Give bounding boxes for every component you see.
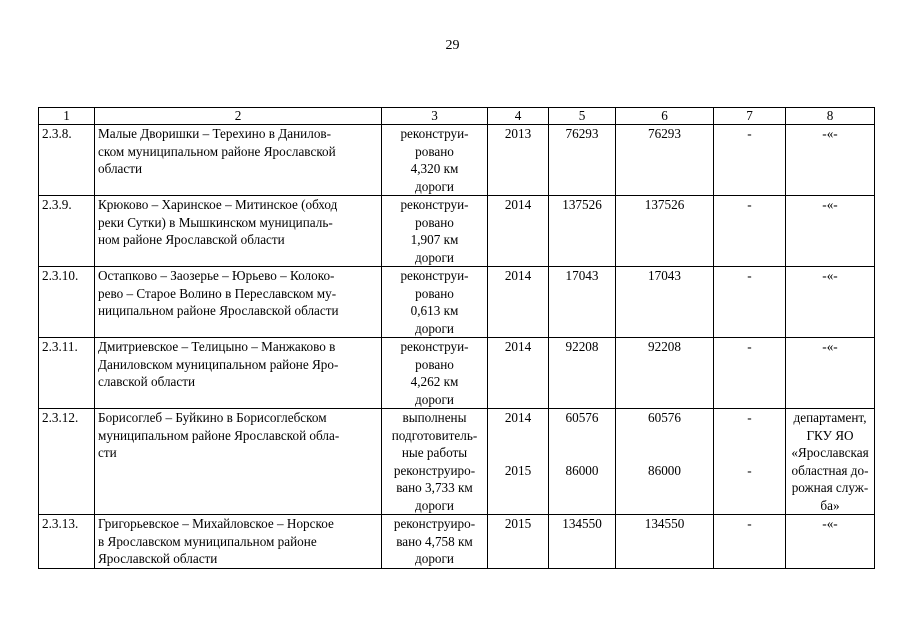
road-name: Остапково – Заозерье – Юрьево – Колоко- рево – Старое Волино в Переславском му- ниципальном районе Ярославской области xyxy=(95,267,382,338)
work-description: реконструи- ровано 1,907 км дороги xyxy=(382,196,488,267)
table-row xyxy=(39,196,875,267)
work-description: реконструи- ровано 0,613 км дороги xyxy=(382,267,488,338)
responsible: -«- xyxy=(786,196,875,267)
year: 2014 xyxy=(488,196,549,267)
value-col5: 17043 xyxy=(549,267,616,338)
column-header: 5 xyxy=(549,108,616,125)
road-name: Григорьевское – Михайловское – Норское в Ярославском муниципальном районе Ярославской области xyxy=(95,515,382,569)
responsible: -«- xyxy=(786,267,875,338)
column-header: 4 xyxy=(488,108,549,125)
item-number: 2.3.8. xyxy=(39,125,95,196)
column-header: 8 xyxy=(786,108,875,125)
table-row xyxy=(39,338,875,409)
value-col5: 137526 xyxy=(549,196,616,267)
value-col5: 76293 xyxy=(549,125,616,196)
road-name: Крюково – Харинское – Митинское (обход реки Сутки) в Мышкинском муниципаль- ном районе Ярославской области xyxy=(95,196,382,267)
column-header: 3 xyxy=(382,108,488,125)
road-name: Малые Дворишки – Терехино в Данилов- ском муниципальном районе Ярославской области xyxy=(95,125,382,196)
value-col7: - xyxy=(714,196,786,267)
road-name: Дмитриевское – Телицыно – Манжаково в Даниловском муниципальном районе Яро- славской области xyxy=(95,338,382,409)
value-col6: 60576 86000 xyxy=(616,409,714,515)
value-col6: 17043 xyxy=(616,267,714,338)
value-col5: 92208 xyxy=(549,338,616,409)
work-description: выполнены подготовитель- ные работы реконструиро- вано 3,733 км дороги xyxy=(382,409,488,515)
value-col7: - xyxy=(714,267,786,338)
year: 2015 xyxy=(488,515,549,569)
responsible: -«- xyxy=(786,515,875,569)
responsible: -«- xyxy=(786,125,875,196)
value-col6: 76293 xyxy=(616,125,714,196)
item-number: 2.3.11. xyxy=(39,338,95,409)
item-number: 2.3.13. xyxy=(39,515,95,569)
value-col7: - xyxy=(714,338,786,409)
item-number: 2.3.9. xyxy=(39,196,95,267)
value-col6: 92208 xyxy=(616,338,714,409)
value-col6: 137526 xyxy=(616,196,714,267)
work-description: реконструи- ровано 4,320 км дороги xyxy=(382,125,488,196)
year: 2014 xyxy=(488,267,549,338)
road-name: Борисоглеб – Буйкино в Борисоглебском муниципальном районе Ярославской обла- сти xyxy=(95,409,382,515)
page-number: 29 xyxy=(445,38,460,53)
column-header: 2 xyxy=(95,108,382,125)
year: 2014 xyxy=(488,338,549,409)
year: 2013 xyxy=(488,125,549,196)
value-col7: - - xyxy=(714,409,786,515)
responsible: департамент, ГКУ ЯО «Ярославская областная до- рожная служ- ба» xyxy=(786,409,875,515)
item-number: 2.3.10. xyxy=(39,267,95,338)
year: 2014 2015 xyxy=(488,409,549,515)
budget-table xyxy=(38,107,875,569)
responsible: -«- xyxy=(786,338,875,409)
column-header: 7 xyxy=(714,108,786,125)
column-header: 6 xyxy=(616,108,714,125)
table-row xyxy=(39,515,875,569)
item-number: 2.3.12. xyxy=(39,409,95,515)
work-description: реконструиро- вано 4,758 км дороги xyxy=(382,515,488,569)
value-col5: 60576 86000 xyxy=(549,409,616,515)
table-row xyxy=(39,267,875,338)
value-col5: 134550 xyxy=(549,515,616,569)
value-col7: - xyxy=(714,125,786,196)
table-header-row xyxy=(39,108,875,125)
work-description: реконструи- ровано 4,262 км дороги xyxy=(382,338,488,409)
table-row xyxy=(39,125,875,196)
value-col6: 134550 xyxy=(616,515,714,569)
value-col7: - xyxy=(714,515,786,569)
column-header: 1 xyxy=(39,108,95,125)
table-row xyxy=(39,409,875,515)
